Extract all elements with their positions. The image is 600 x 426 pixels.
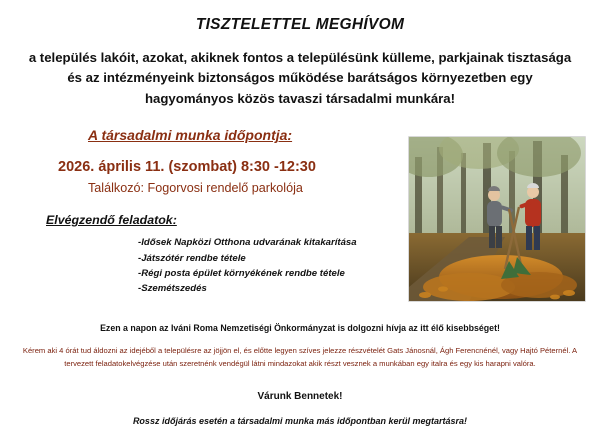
closing-line: Várunk Bennetek! [257,390,343,402]
page-title: TISZTELETTEL MEGHÍVOM [195,16,405,33]
intro-paragraph: a település lakóit, azokat, akiknek fontos a településünk külleme, parkjainak tisztasága és az intézményeink biztonságos működése barátságos környezetben egy hagyományos közös tavaszi társadalmi munkára! [28,50,572,106]
footer-note: Rossz időjárás esetén a társadalmi munka más időpontban kerül megtartásra! [132,415,468,426]
event-datetime: 2026. április 11. (szombat) 8:30 -12:30 [58,159,316,176]
list-item: -Idősek Napközi Otthona udvarának kitakarítása [138,237,357,249]
note-primary: Ezen a napon az Iváni Roma Nemzetiségi Önkormányzat is dolgozni hívja az itt élő kisebbséget! [100,322,500,333]
list-item: -Régi posta épület környékének rendbe tétele [138,268,345,280]
autumn-park-volunteers-photo [408,136,586,302]
note-secondary: Kérem aki 4 órát tud áldozni az idejéből a településre az jöjjön el, és előtte legyen szíves jelezze részvételét Gats Jánosnál, Ágh Ferencnénél, vagy Hajtó Péternél. A tervezett feladatokelvégzése után szeretnénk vendégül látni mindazokat akik részt vesznek a munkában egy italra és egy kis harapni valóra. [22,345,578,368]
list-item: -Szemétszedés [138,283,207,295]
tasks-heading: Elvégzendő feladatok: [46,213,177,228]
when-heading: A társadalmi munka időpontja: [88,127,293,144]
list-item: -Játszótér rendbe tétele [138,252,246,264]
meeting-place: Találkozó: Fogorvosi rendelő parkolója [88,181,303,196]
